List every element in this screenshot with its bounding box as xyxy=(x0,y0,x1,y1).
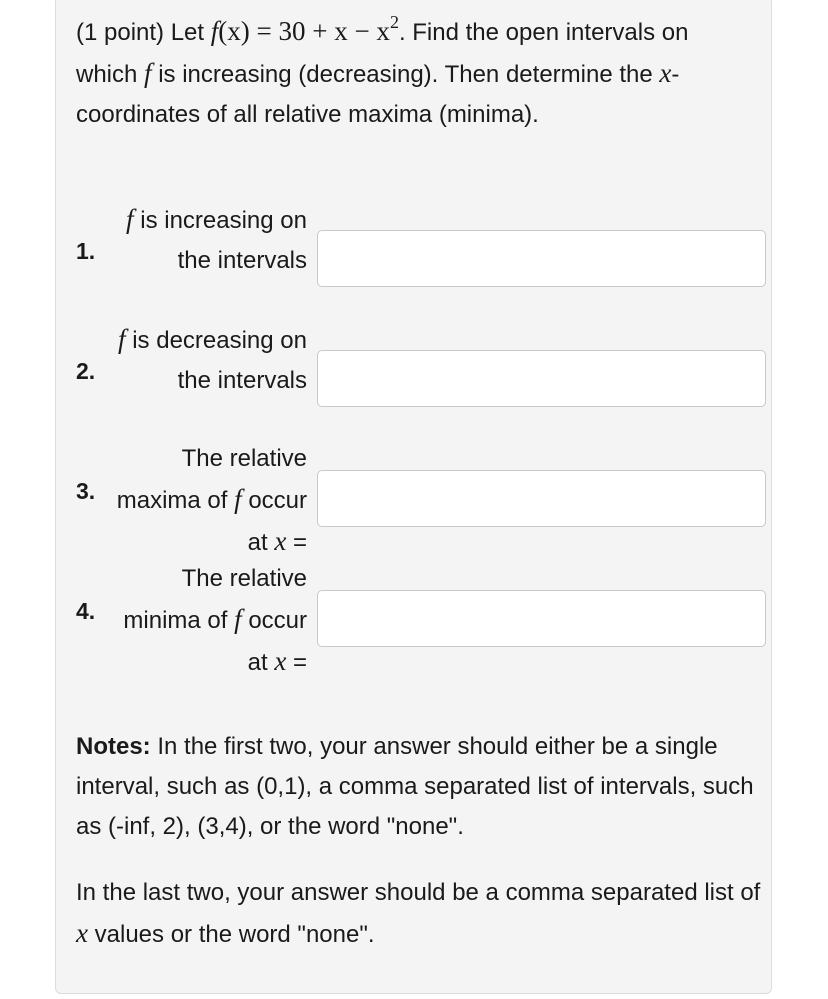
question-number: 2. xyxy=(76,358,96,384)
question-label-text: The relative maxima of xyxy=(116,445,307,514)
math-exponent: 2 xyxy=(389,12,399,32)
math-f: f xyxy=(144,58,152,88)
math-f: f xyxy=(234,484,242,514)
math-x: x xyxy=(274,526,287,556)
math-function-expression: (x) = 30 + x − x xyxy=(218,16,390,46)
question-label xyxy=(113,439,307,563)
problem-content xyxy=(76,11,761,948)
problem-panel xyxy=(55,0,772,994)
question-label-text: The relative minima of xyxy=(123,565,307,634)
notes-paragraph-2 xyxy=(76,873,766,955)
math-f: f xyxy=(126,204,134,234)
question-label-text: occur at xyxy=(247,607,307,676)
question-number: 4. xyxy=(76,598,96,624)
question-label-text: is increasing on the intervals xyxy=(140,207,307,274)
notes-text: In the last two, your answer should be a comma separated list of xyxy=(76,879,761,906)
question-label-text: occur at xyxy=(247,487,307,556)
question-label xyxy=(113,319,307,401)
problem-statement xyxy=(76,11,756,135)
math-x: x xyxy=(659,58,672,88)
notes-heading: Notes: xyxy=(76,733,151,760)
intro-text: is increasing (decreasing). Then determine the xyxy=(158,61,653,88)
math-f: f xyxy=(210,16,219,46)
question-label xyxy=(113,199,307,281)
question-4 xyxy=(76,559,776,679)
notes-paragraph xyxy=(76,727,766,847)
question-1 xyxy=(76,199,776,319)
equals-sign: = xyxy=(292,529,307,556)
increasing-intervals-input[interactable] xyxy=(317,230,766,287)
intro-text: . Find the open intervals on which xyxy=(76,19,689,88)
question-label-text: is decreasing on the intervals xyxy=(132,327,307,394)
question-3 xyxy=(76,439,776,559)
question-number: 1. xyxy=(76,238,96,264)
notes-text: In the first two, your answer should either be a single interval, such as (0,1), a comma separated list of intervals, such as (-inf, 2), (3,4), or the word "none". xyxy=(76,733,754,840)
math-x: x xyxy=(76,918,88,948)
relative-maxima-input[interactable] xyxy=(317,470,766,527)
decreasing-intervals-input[interactable] xyxy=(317,350,766,407)
points-label: (1 point) Let xyxy=(76,19,205,46)
question-number: 3. xyxy=(76,478,96,504)
math-x: x xyxy=(274,646,287,676)
equals-sign: = xyxy=(292,649,307,676)
notes-text: values or the word "none". xyxy=(94,921,375,948)
math-f: f xyxy=(234,604,242,634)
question-label xyxy=(113,559,307,683)
relative-minima-input[interactable] xyxy=(317,590,766,647)
question-2 xyxy=(76,319,776,439)
intro-text: -coordinates of all relative maxima (minima). xyxy=(76,61,680,128)
math-f: f xyxy=(118,324,126,354)
